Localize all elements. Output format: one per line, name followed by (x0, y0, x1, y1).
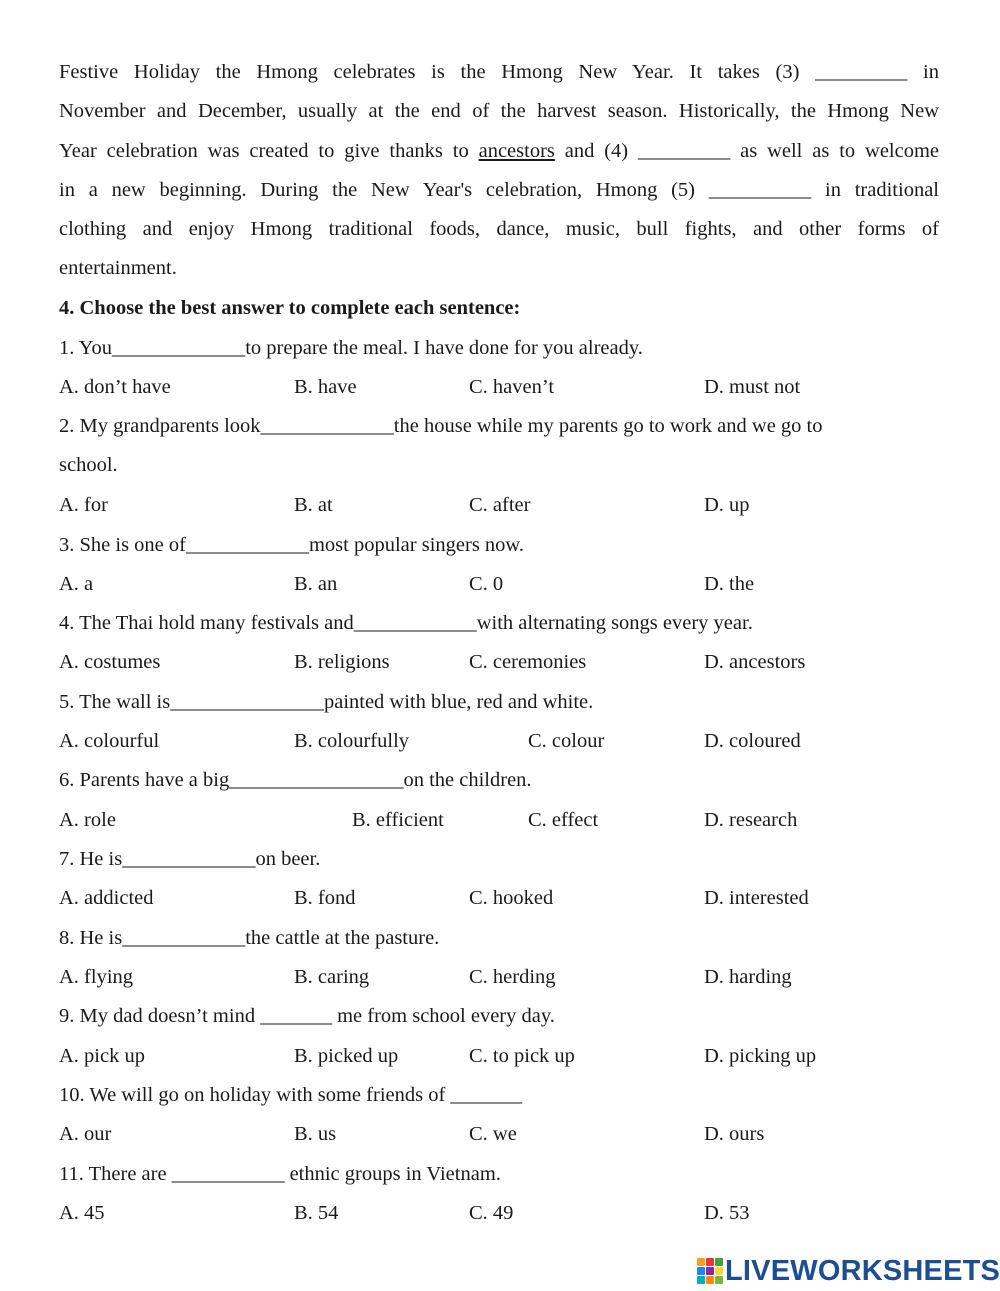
option-5a[interactable]: A. colourful (59, 730, 160, 752)
option-9c[interactable]: C. to pick up (469, 1045, 575, 1067)
option-10a[interactable]: A. our (59, 1123, 112, 1145)
option-8a[interactable]: A. flying (59, 966, 134, 988)
option-7b[interactable]: B. fond (294, 887, 356, 909)
underlined-word-ancestors: ancestors (478, 140, 555, 162)
question-5: 5. The wall is_______________painted with blue, red and white. (59, 691, 594, 713)
passage-line-6: entertainment. (59, 257, 177, 279)
option-9b[interactable]: B. picked up (294, 1045, 399, 1067)
option-5c[interactable]: C. colour (528, 730, 605, 752)
question-4: 4. The Thai hold many festivals and____________with alternating songs every year. (59, 612, 753, 634)
option-2b[interactable]: B. at (294, 494, 333, 516)
option-5d[interactable]: D. coloured (704, 730, 801, 752)
option-3b[interactable]: B. an (294, 573, 338, 595)
question-2-continued: school. (59, 454, 118, 476)
passage-line-5: clothing and enjoy Hmong traditional foods, dance, music, bull fights, and other forms of (59, 218, 939, 240)
option-7d[interactable]: D. interested (704, 887, 809, 909)
passage-line-2: November and December, usually at the end of the harvest season. Historically, the Hmong New (59, 100, 939, 122)
passage-line-3-start: Year celebration was created to give thanks to (59, 140, 479, 162)
option-1a[interactable]: A. don’t have (59, 376, 171, 398)
option-1b[interactable]: B. have (294, 376, 357, 398)
question-3: 3. She is one of____________most popular singers now. (59, 534, 525, 556)
option-3d[interactable]: D. the (704, 573, 755, 595)
question-7: 7. He is_____________on beer. (59, 848, 321, 870)
option-6c[interactable]: C. effect (528, 809, 599, 831)
option-10d[interactable]: D. ours (704, 1123, 765, 1145)
option-9d[interactable]: D. picking up (704, 1045, 817, 1067)
option-5b[interactable]: B. colourfully (294, 730, 410, 752)
question-10: 10. We will go on holiday with some friends of _______ (59, 1084, 523, 1106)
question-2: 2. My grandparents look_____________the house while my parents go to work and we go to (59, 415, 823, 437)
question-11: 11. There are ___________ ethnic groups in Vietnam. (59, 1163, 501, 1185)
option-11c[interactable]: C. 49 (469, 1202, 514, 1224)
option-4c[interactable]: C. ceremonies (469, 651, 587, 673)
question-1: 1. You_____________to prepare the meal. I have done for you already. (59, 337, 643, 359)
option-11a[interactable]: A. 45 (59, 1202, 105, 1224)
option-2c[interactable]: C. after (469, 494, 531, 516)
option-2d[interactable]: D. up (704, 494, 750, 516)
option-1c[interactable]: C. haven’t (469, 376, 555, 398)
option-4d[interactable]: D. ancestors (704, 651, 806, 673)
option-10b[interactable]: B. us (294, 1123, 337, 1145)
option-6b[interactable]: B. efficient (352, 809, 444, 831)
option-11b[interactable]: B. 54 (294, 1202, 339, 1224)
question-6: 6. Parents have a big_________________on the children. (59, 769, 532, 791)
passage-line-4: in a new beginning. During the New Year's celebration, Hmong (5) __________ in traditional (59, 179, 939, 201)
option-4a[interactable]: A. costumes (59, 651, 161, 673)
liveworksheets-logo-icon (697, 1258, 723, 1284)
option-7c[interactable]: C. hooked (469, 887, 554, 909)
option-10c[interactable]: C. we (469, 1123, 517, 1145)
question-8: 8. He is____________the cattle at the pasture. (59, 927, 440, 949)
option-6d[interactable]: D. research (704, 809, 798, 831)
option-2a[interactable]: A. for (59, 494, 108, 516)
option-4b[interactable]: B. religions (294, 651, 390, 673)
liveworksheets-logo-text: LIVEWORKSHEETS (725, 1254, 1000, 1287)
section-heading: 4. Choose the best answer to complete each sentence: (59, 297, 521, 319)
passage-line-1: Festive Holiday the Hmong celebrates is the Hmong New Year. It takes (3) _________ in (59, 61, 939, 83)
passage-line-3 (59, 139, 939, 163)
option-7a[interactable]: A. addicted (59, 887, 154, 909)
option-3a[interactable]: A. a (59, 573, 94, 595)
option-11d[interactable]: D. 53 (704, 1202, 750, 1224)
option-8b[interactable]: B. caring (294, 966, 370, 988)
passage-line-3-end: and (4) _________ as well as to welcome (554, 140, 940, 162)
question-9: 9. My dad doesn’t mind _______ me from school every day. (59, 1005, 555, 1027)
option-8c[interactable]: C. herding (469, 966, 556, 988)
option-6a[interactable]: A. role (59, 809, 116, 831)
option-1d[interactable]: D. must not (704, 376, 801, 398)
liveworksheets-logo (697, 1256, 1000, 1286)
option-8d[interactable]: D. harding (704, 966, 792, 988)
option-3c[interactable]: C. 0 (469, 573, 504, 595)
option-9a[interactable]: A. pick up (59, 1045, 145, 1067)
